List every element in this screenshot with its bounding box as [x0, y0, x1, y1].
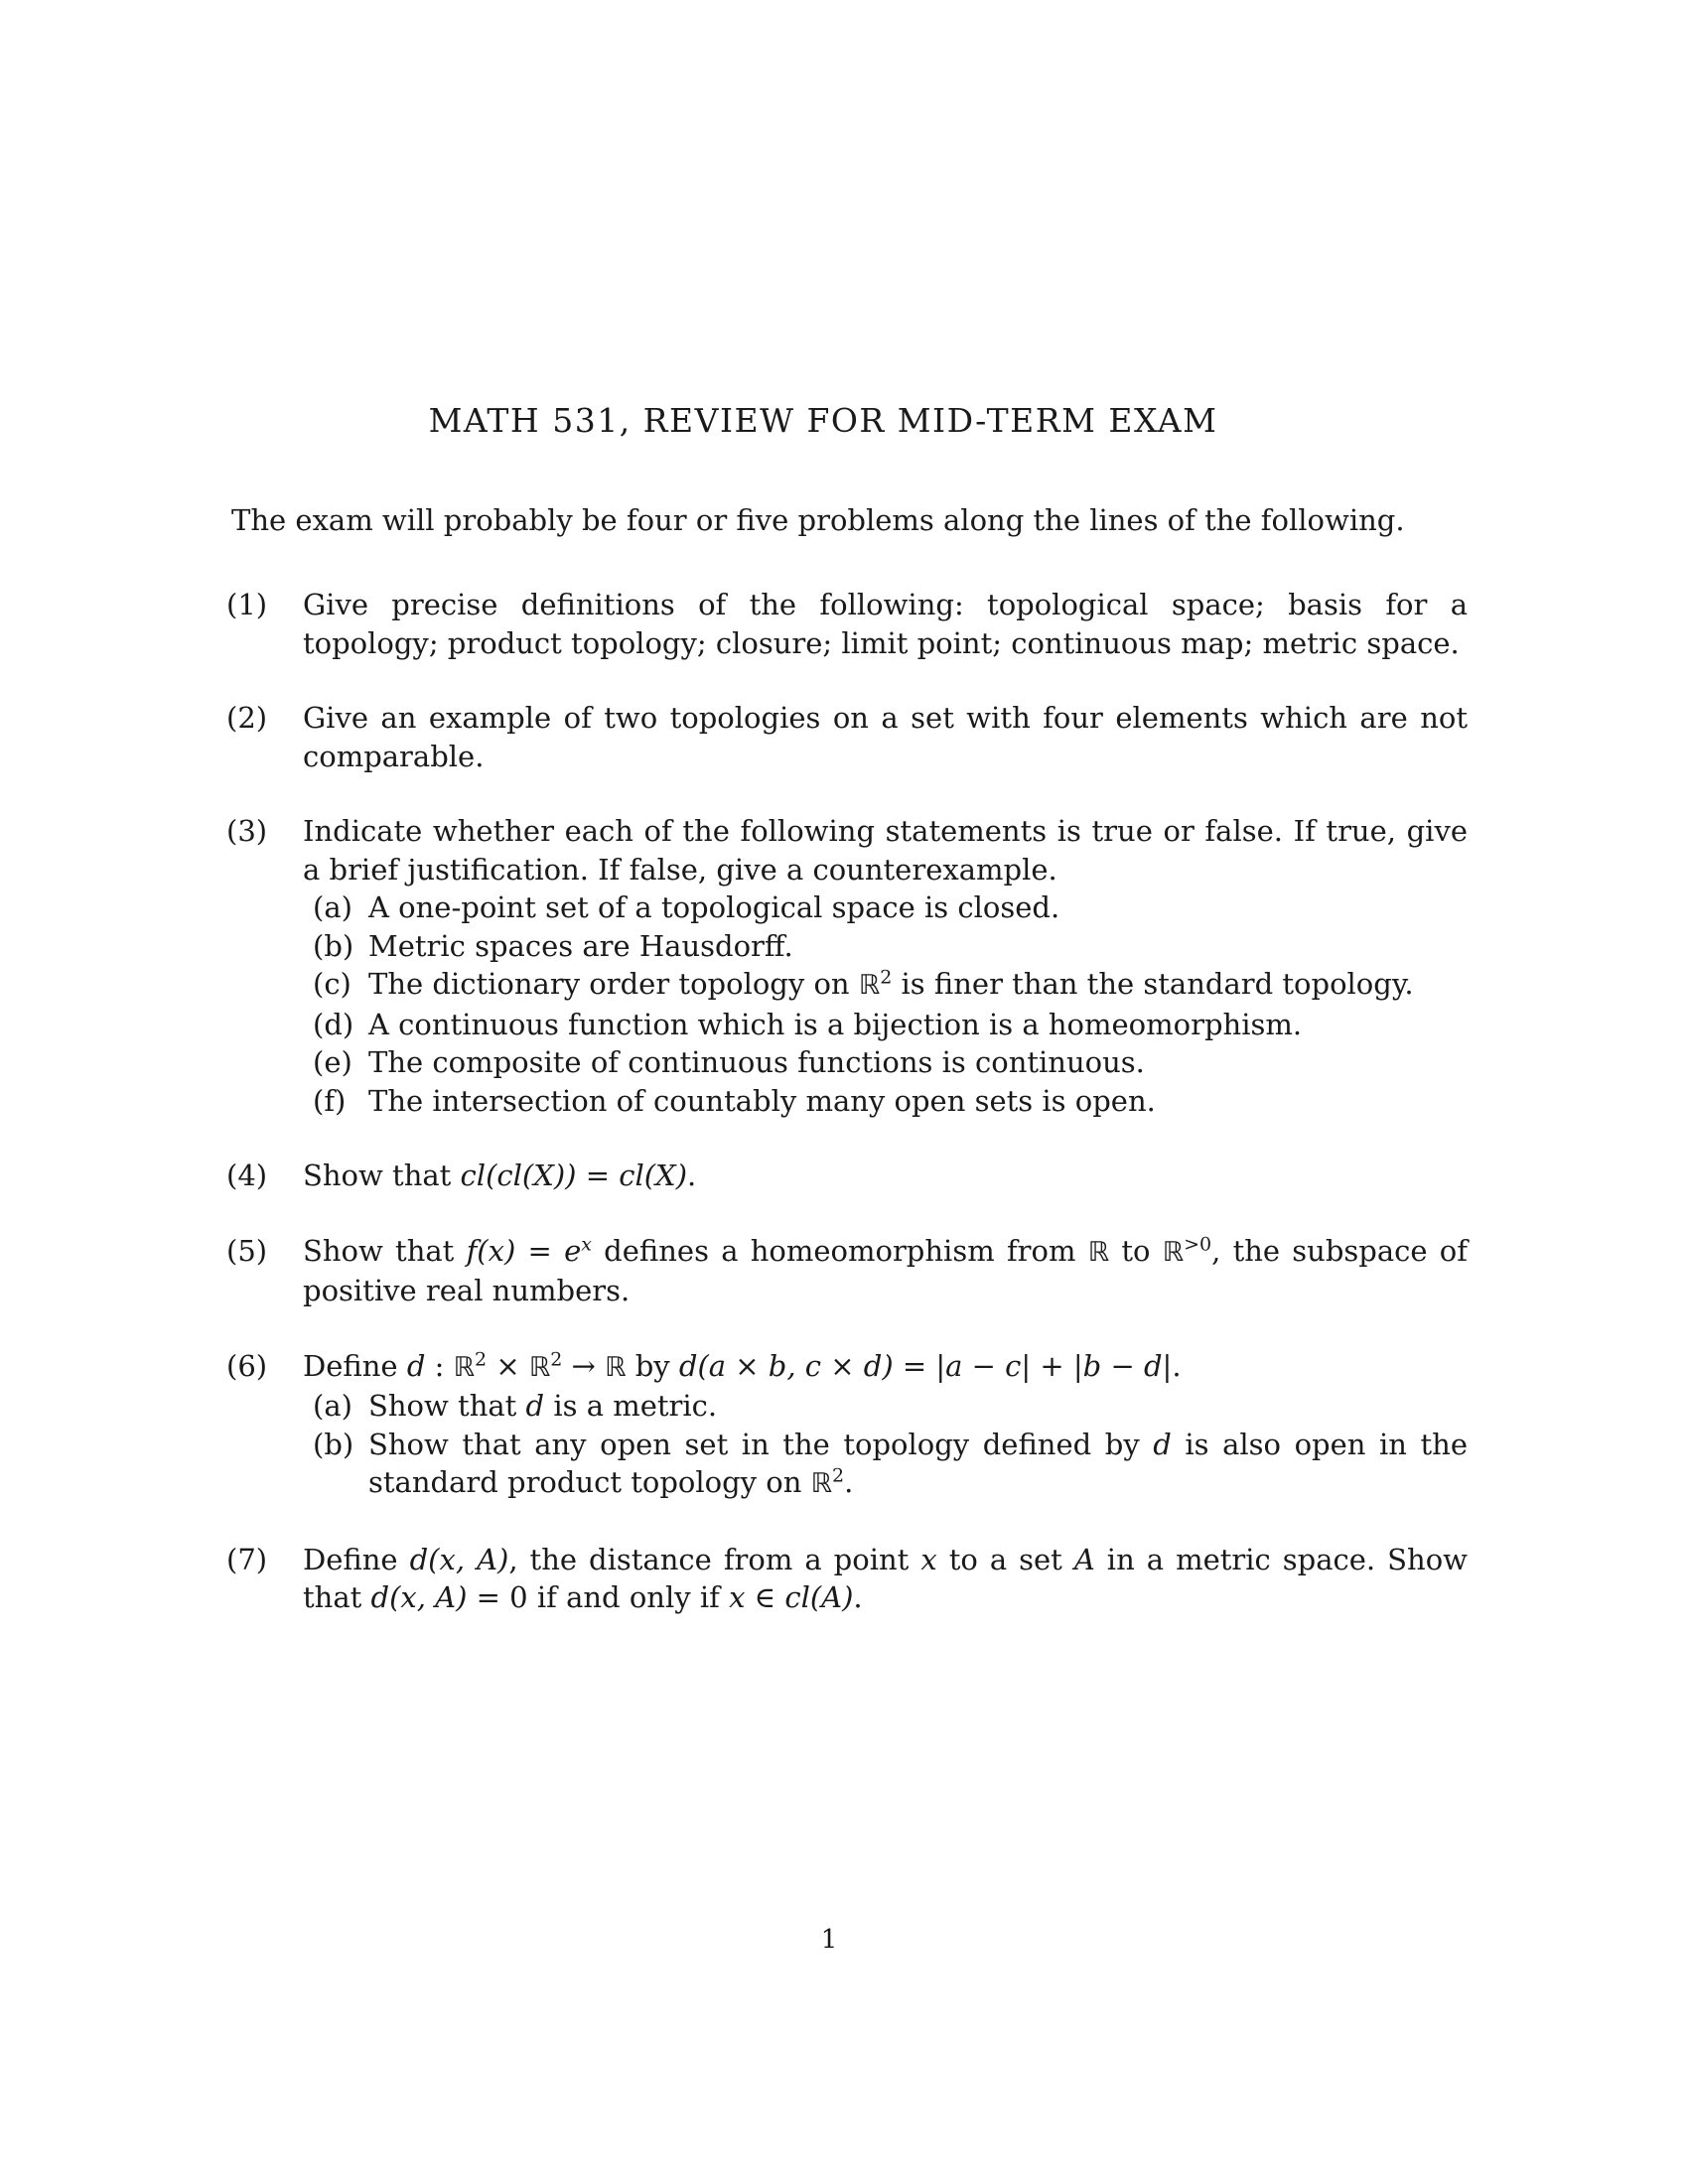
page-title: MATH 531, REVIEW FOR MID-TERM EXAM — [428, 401, 1218, 440]
reals-symbol: ℝ — [810, 1468, 833, 1499]
page-number: 1 — [820, 1925, 838, 1955]
subproblem-3c — [303, 965, 1468, 1006]
problem-list — [226, 586, 1468, 1654]
subproblem-list — [303, 888, 1468, 1120]
problem-text: Give an example of two topologies on a set with four elements which are not comparable. — [303, 701, 1468, 773]
problem-number: (3) — [226, 814, 268, 848]
subproblem-letter: (a) — [313, 1389, 352, 1423]
subproblem-letter: (e) — [313, 1045, 352, 1079]
math-expression: d(a × b, c × d) = |a − c| + |b − d| — [678, 1348, 1173, 1383]
subproblem-text-tail: is a metric. — [544, 1389, 718, 1423]
problem-6 — [226, 1347, 1468, 1504]
problem-text: , the subspace of positive real numbers. — [303, 1233, 1468, 1307]
reals-symbol: ℝ — [453, 1351, 476, 1383]
reals-symbol: ℝ — [528, 1351, 551, 1383]
reals-symbol: ℝ — [605, 1351, 627, 1383]
subproblem-letter: (f) — [313, 1083, 347, 1118]
math-expression: f(x) — [466, 1233, 516, 1268]
problem-text: Define — [303, 1348, 407, 1383]
subproblem-letter: (a) — [313, 890, 352, 924]
exponent: 2 — [832, 1464, 845, 1487]
problem-3 — [226, 812, 1468, 1120]
subproblem-3b — [303, 927, 1468, 966]
problem-text: to a set — [936, 1542, 1074, 1576]
problem-number: (1) — [226, 588, 268, 621]
reals-symbol: ℝ — [858, 970, 881, 1001]
problem-text: = 0 if and only if — [467, 1580, 730, 1614]
problem-text: × — [487, 1348, 529, 1383]
subproblem-3a — [303, 888, 1468, 927]
problem-text: : — [425, 1348, 454, 1383]
subproblem-6b — [303, 1426, 1468, 1504]
math-expression: x ∈ cl(A) — [729, 1580, 854, 1614]
subproblem-text: The composite of continuous functions is continuous. — [368, 1045, 1145, 1079]
subproblem-letter: (d) — [313, 1007, 354, 1041]
subproblem-text: The intersection of countably many open sets is open. — [368, 1083, 1156, 1118]
intro-paragraph: The exam will probably be four or five problems along the lines of the following. — [231, 503, 1405, 537]
problem-number: (2) — [226, 701, 268, 735]
subproblem-letter: (b) — [313, 1427, 354, 1461]
math-expression: e — [564, 1233, 582, 1268]
problem-text-tail: . — [1172, 1348, 1182, 1383]
subproblem-6a — [303, 1387, 1468, 1426]
problem-text: Show that — [303, 1233, 467, 1268]
problem-text: Indicate whether each of the following statements is true or false. If true, give a brief justification. If false, give a counterexample. — [303, 814, 1468, 887]
subproblem-letter: (c) — [313, 967, 352, 1001]
problem-number: (6) — [226, 1348, 268, 1383]
subproblem-letter: (b) — [313, 928, 354, 963]
problem-7 — [226, 1541, 1468, 1617]
subproblem-text: Metric spaces are Hausdorff. — [368, 928, 793, 963]
subproblem-text-tail: is finer than the standard topology. — [892, 967, 1414, 1001]
math-expression: d — [525, 1389, 545, 1423]
subproblem-3d — [303, 1006, 1468, 1044]
subproblem-text-tail: . — [844, 1465, 854, 1499]
problem-text: , the distance from a point — [508, 1542, 921, 1576]
problem-text: = — [515, 1233, 565, 1268]
problem-1 — [226, 586, 1468, 662]
subproblem-text: Show that — [368, 1389, 526, 1423]
reals-symbol: ℝ — [1162, 1236, 1185, 1268]
math-expression: cl(cl(X)) = cl(X) — [460, 1159, 688, 1192]
math-expression: d(x, A) — [409, 1542, 509, 1576]
problem-text-tail: . — [853, 1580, 863, 1614]
subproblem-list — [303, 1387, 1468, 1504]
problem-text: Give precise definitions of the following: topological space; basis for a topology; product topology; closure; limit point; continuous map; metric space. — [303, 588, 1468, 660]
problem-5 — [226, 1232, 1468, 1310]
subproblem-text: Show that any open set in the topology defined by — [368, 1427, 1154, 1461]
exponent: 2 — [880, 966, 893, 989]
problem-text: → — [562, 1348, 606, 1383]
subproblem-text: The dictionary order topology on — [368, 967, 859, 1001]
problem-text: Show that — [303, 1159, 461, 1192]
math-expression: d(x, A) — [370, 1580, 468, 1614]
math-expression: d — [406, 1348, 426, 1383]
problem-text: in a metric space. Show that — [303, 1542, 1468, 1614]
problem-number: (4) — [226, 1159, 268, 1192]
exponent: 2 — [475, 1347, 488, 1370]
subproblem-3e — [303, 1043, 1468, 1082]
problem-number: (7) — [226, 1542, 268, 1576]
subproblem-text: A one-point set of a topological space is closed. — [368, 890, 1060, 924]
exponent: x — [581, 1232, 592, 1255]
exponent: 2 — [550, 1347, 563, 1370]
math-expression: x — [920, 1542, 937, 1576]
reals-symbol: ℝ — [1087, 1236, 1110, 1268]
problem-text: Define — [303, 1542, 410, 1576]
subproblem-3f — [303, 1082, 1468, 1121]
subproblem-text: A continuous function which is a bijection is a homeomorphism. — [368, 1007, 1303, 1041]
problem-text: defines a homeomorphism from — [591, 1233, 1088, 1268]
subproblem-text: is also open in the standard product topology on — [368, 1427, 1468, 1499]
problem-number: (5) — [226, 1233, 268, 1268]
problem-text-tail: . — [687, 1159, 697, 1192]
problem-text: to — [1109, 1233, 1163, 1268]
problem-2 — [226, 699, 1468, 775]
problem-4 — [226, 1157, 1468, 1195]
exponent: >0 — [1184, 1232, 1212, 1255]
problem-text: by — [626, 1348, 679, 1383]
math-expression: A — [1073, 1542, 1095, 1576]
math-expression: d — [1153, 1427, 1172, 1461]
